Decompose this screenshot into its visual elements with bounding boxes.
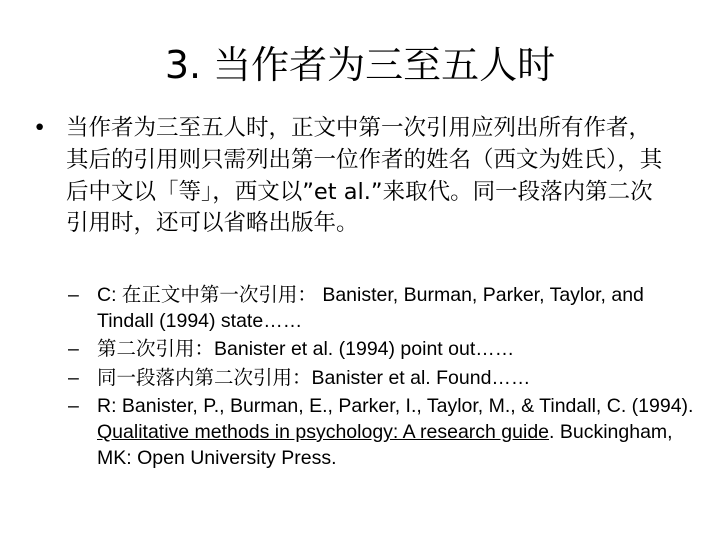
- dash-marker: –: [68, 395, 79, 418]
- reference-suffix: . Buckingham, MK: Open University Press.: [97, 420, 673, 469]
- sub-bullet-list: [68, 283, 698, 474]
- main-bullet-text: 当作者为三至五人时，正文中第一次引用应列出所有作者，其后的引用则只需列出第一位作者的姓名（西文为姓氏），其后中文以「等」，西文以”et al.”来取代。同一段落内第二次引用时，还可以省略出版年。: [66, 115, 663, 237]
- bullet-marker: •: [33, 115, 47, 141]
- reference-prefix: R: Banister, P., Burman, E., Parker, I., Taylor, M., & Tindall, C. (1994).: [97, 395, 694, 418]
- sub-bullet-reference: [68, 394, 698, 471]
- dash-marker: –: [68, 284, 79, 306]
- sub-bullet-text: 同一段落内第二次引用：Banister et al. Found……: [97, 366, 531, 389]
- sub-bullet-text: C: 在正文中第一次引用： Banister, Burman, Parker, Taylor, and Tindall (1994) state……: [97, 284, 644, 332]
- sub-bullet-second-citation: [68, 337, 698, 363]
- sub-bullet-first-citation: [68, 283, 698, 334]
- dash-marker: –: [68, 338, 79, 361]
- dash-marker: –: [68, 366, 79, 389]
- sub-bullet-same-paragraph-citation: [68, 366, 698, 392]
- reference-book-title: Qualitative methods in psychology: A research guide: [97, 420, 550, 443]
- slide-title: 3. 当作者为三至五人时: [164, 43, 556, 87]
- sub-bullet-text: 第二次引用：Banister et al. (1994) point out……: [97, 338, 515, 361]
